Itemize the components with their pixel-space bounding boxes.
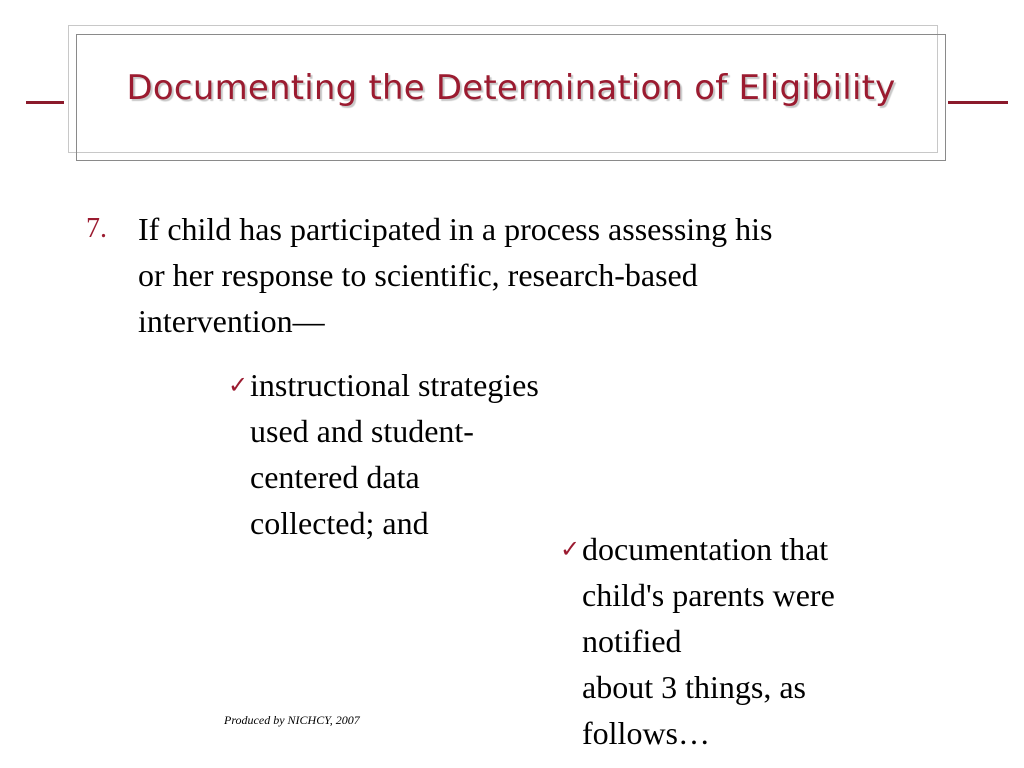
check-line: collected; and (250, 505, 429, 541)
point-line: intervention— (138, 303, 325, 339)
title-rule-left (26, 101, 64, 104)
point-number: 7. (86, 213, 107, 244)
point-line: or her response to scientific, research-based (138, 257, 698, 293)
check-line: notified (582, 623, 682, 659)
check-line: about 3 things, as (582, 669, 806, 705)
check-line: child's parents were (582, 577, 835, 613)
footer-credit: Produced by NICHCY, 2007 (224, 713, 360, 727)
check-line: instructional strategies (250, 367, 539, 403)
check-item-text (250, 362, 630, 546)
check-item-text (582, 526, 1002, 756)
point-line: If child has participated in a process assessing his (138, 211, 773, 247)
check-item-documentation (560, 526, 1000, 766)
point-text (138, 206, 938, 344)
title-rule-right (948, 101, 1008, 104)
check-line: used and student- (250, 413, 474, 449)
check-item-strategies (228, 362, 628, 552)
slide-title: Documenting the Determination of Eligibility (126, 68, 896, 108)
check-line: follows… (582, 715, 710, 751)
check-line: documentation that (582, 531, 829, 567)
checkmark-icon: ✓ (228, 371, 249, 399)
check-line: centered data (250, 459, 420, 495)
checkmark-icon: ✓ (560, 535, 581, 563)
